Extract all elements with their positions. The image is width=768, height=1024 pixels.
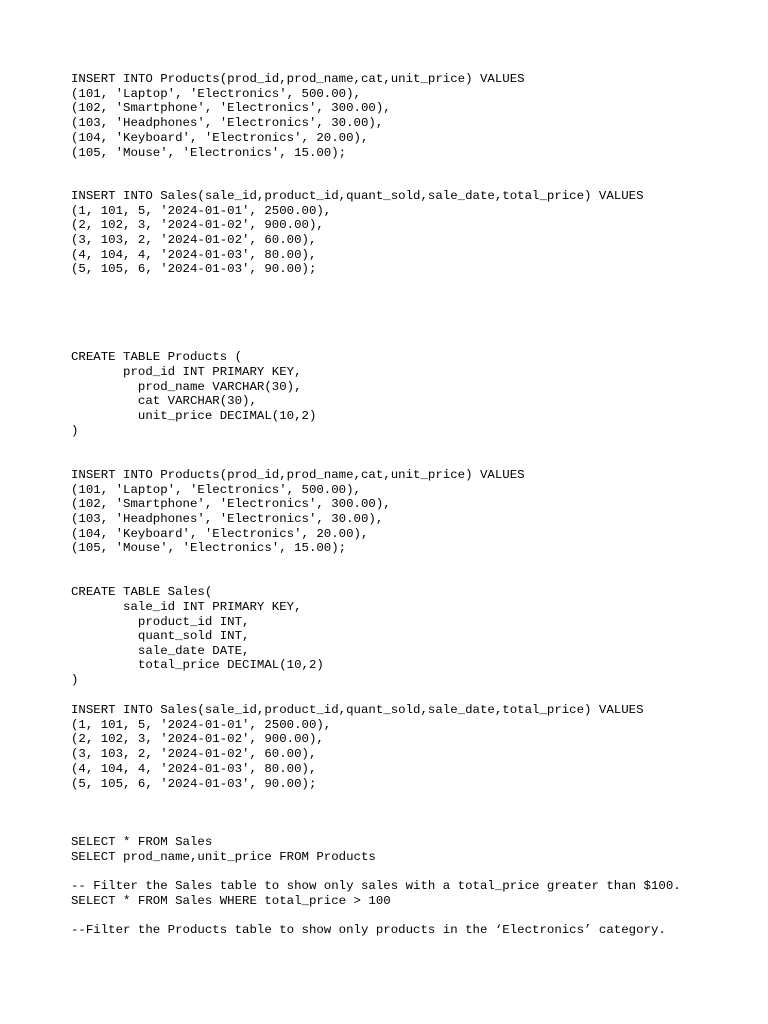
code-line: (104, 'Keyboard', 'Electronics', 20.00), bbox=[71, 527, 369, 541]
code-line: INSERT INTO Sales(sale_id,product_id,quant_sold,sale_date,total_price) VALUES bbox=[71, 189, 644, 203]
code-line: INSERT INTO Sales(sale_id,product_id,quant_sold,sale_date,total_price) VALUES bbox=[71, 703, 644, 717]
code-line: cat VARCHAR(30), bbox=[71, 394, 257, 408]
code-line: prod_id INT PRIMARY KEY, bbox=[71, 365, 302, 379]
code-line: SELECT prod_name,unit_price FROM Products bbox=[71, 850, 376, 864]
code-line: (2, 102, 3, '2024-01-02', 900.00), bbox=[71, 218, 324, 232]
code-line: (104, 'Keyboard', 'Electronics', 20.00), bbox=[71, 131, 369, 145]
code-line: (5, 105, 6, '2024-01-03', 90.00); bbox=[71, 262, 317, 276]
code-line: -- Filter the Sales table to show only sales with a total_price greater than $100. bbox=[71, 879, 681, 893]
code-line: CREATE TABLE Sales( bbox=[71, 585, 213, 599]
code-line: prod_name VARCHAR(30), bbox=[71, 380, 302, 394]
code-line: CREATE TABLE Products ( bbox=[71, 350, 243, 364]
code-line: (4, 104, 4, '2024-01-03', 80.00), bbox=[71, 762, 317, 776]
code-line: (102, 'Smartphone', 'Electronics', 300.00), bbox=[71, 101, 391, 115]
code-line: (102, 'Smartphone', 'Electronics', 300.00), bbox=[71, 497, 391, 511]
code-line: (105, 'Mouse', 'Electronics', 15.00); bbox=[71, 541, 347, 555]
code-line: INSERT INTO Products(prod_id,prod_name,cat,unit_price) VALUES bbox=[71, 468, 525, 482]
code-line: (105, 'Mouse', 'Electronics', 15.00); bbox=[71, 146, 347, 160]
code-line: sale_id INT PRIMARY KEY, bbox=[71, 600, 302, 614]
code-line: total_price DECIMAL(10,2) bbox=[71, 658, 324, 672]
code-line: (2, 102, 3, '2024-01-02', 900.00), bbox=[71, 732, 324, 746]
code-line: SELECT * FROM Sales WHERE total_price > 100 bbox=[71, 894, 391, 908]
code-line: --Filter the Products table to show only products in the ‘Electronics’ category. bbox=[71, 923, 666, 937]
code-line: (101, 'Laptop', 'Electronics', 500.00), bbox=[71, 87, 361, 101]
code-line: product_id INT, bbox=[71, 615, 250, 629]
code-line: (1, 101, 5, '2024-01-01', 2500.00), bbox=[71, 204, 332, 218]
code-line: (103, 'Headphones', 'Electronics', 30.00), bbox=[71, 512, 384, 526]
code-line: (3, 103, 2, '2024-01-02', 60.00), bbox=[71, 233, 317, 247]
code-line: (1, 101, 5, '2024-01-01', 2500.00), bbox=[71, 718, 332, 732]
code-line: unit_price DECIMAL(10,2) bbox=[71, 409, 317, 423]
code-line: (101, 'Laptop', 'Electronics', 500.00), bbox=[71, 483, 361, 497]
code-line: sale_date DATE, bbox=[71, 644, 250, 658]
code-line: SELECT * FROM Sales bbox=[71, 835, 213, 849]
code-line: (5, 105, 6, '2024-01-03', 90.00); bbox=[71, 777, 317, 791]
code-line: (103, 'Headphones', 'Electronics', 30.00), bbox=[71, 116, 384, 130]
code-line: quant_sold INT, bbox=[71, 629, 250, 643]
code-line: INSERT INTO Products(prod_id,prod_name,cat,unit_price) VALUES bbox=[71, 72, 525, 86]
code-line: (3, 103, 2, '2024-01-02', 60.00), bbox=[71, 747, 317, 761]
code-line: ) bbox=[71, 424, 79, 438]
code-line: ) bbox=[71, 673, 79, 687]
code-line: (4, 104, 4, '2024-01-03', 80.00), bbox=[71, 248, 317, 262]
